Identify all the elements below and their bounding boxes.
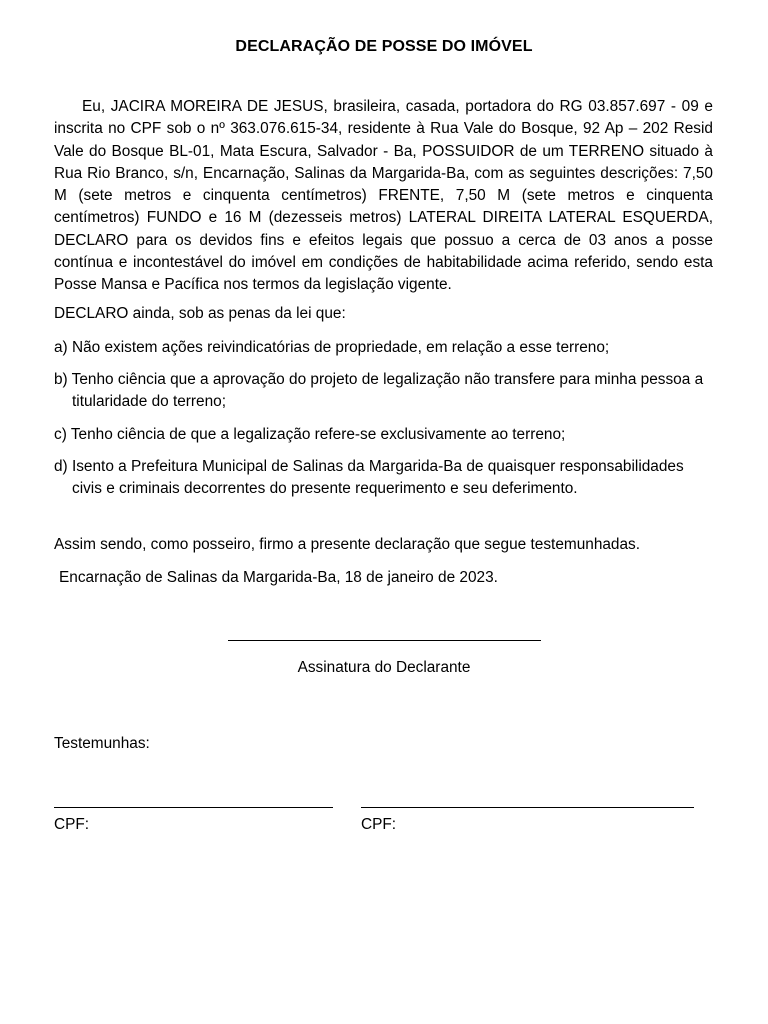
declaro-ainda-text: DECLARO ainda, sob as penas da lei que: (54, 305, 346, 322)
signature-label: Assinatura do Declarante (297, 659, 471, 676)
list-item-a: a) Não existem ações reivindicatórias de propriedade, em relação a esse terreno; (54, 339, 610, 356)
closing-text: Assim sendo, como posseiro, firmo a presente declaração que segue testemunhadas. (54, 536, 641, 553)
witnesses-label: Testemunhas: (54, 735, 150, 752)
document-title: DECLARAÇÃO DE POSSE DO IMÓVEL (235, 38, 533, 55)
place-date-text: Encarnação de Salinas da Margarida-Ba, 18 de janeiro de 2023. (59, 569, 498, 586)
list-item-c: c) Tenho ciência de que a legalização refere-se exclusivamente ao terreno; (54, 426, 566, 443)
witness-1-cpf-label: CPF: (54, 816, 90, 833)
list-item-d: d) Isento a Prefeitura Municipal de Salinas da Margarida-Ba de quaisquer responsabilidades civis e criminais decorrentes do presente requerimento e seu deferimento. (54, 458, 684, 498)
witness-1-signature-line (54, 807, 333, 808)
list-item-b: b) Tenho ciência que a aprovação do projeto de legalização não transfere para minha pessoa a titularidade do terreno; (54, 371, 704, 411)
declarant-signature-line (228, 640, 541, 641)
witness-2-cpf-label: CPF: (361, 816, 397, 833)
witness-2-signature-line (361, 807, 694, 808)
intro-paragraph: Eu, JACIRA MOREIRA DE JESUS, brasileira, casada, portadora do RG 03.857.697 - 09 e inscrita no CPF sob o nº 363.076.615-34, residente à Rua Vale do Bosque, 92 Ap – 202 Resid Vale do Bosque BL-01, Mata Escura, Salvador - Ba, POSSUIDOR de um TERRENO situado à Rua Rio Branco, s/n, Encarnação, Salinas da Margarida-Ba, com as seguintes descrições: 7,50 M (sete metros e cinquenta centímetros) FRENTE, 7,50 M (sete metros e cinquenta centímetros) FUNDO e 16 M (dezesseis metros) LATERAL DIREITA LATERAL ESQUERDA, DECLARO para os devidos fins e efeitos legais que possuo a cerca de 03 anos a posse contínua e incontestável do imóvel em condições de habitabilidade acima referido, sendo esta Posse Mansa e Pacífica nos termos da legislação vigente. (54, 98, 713, 294)
